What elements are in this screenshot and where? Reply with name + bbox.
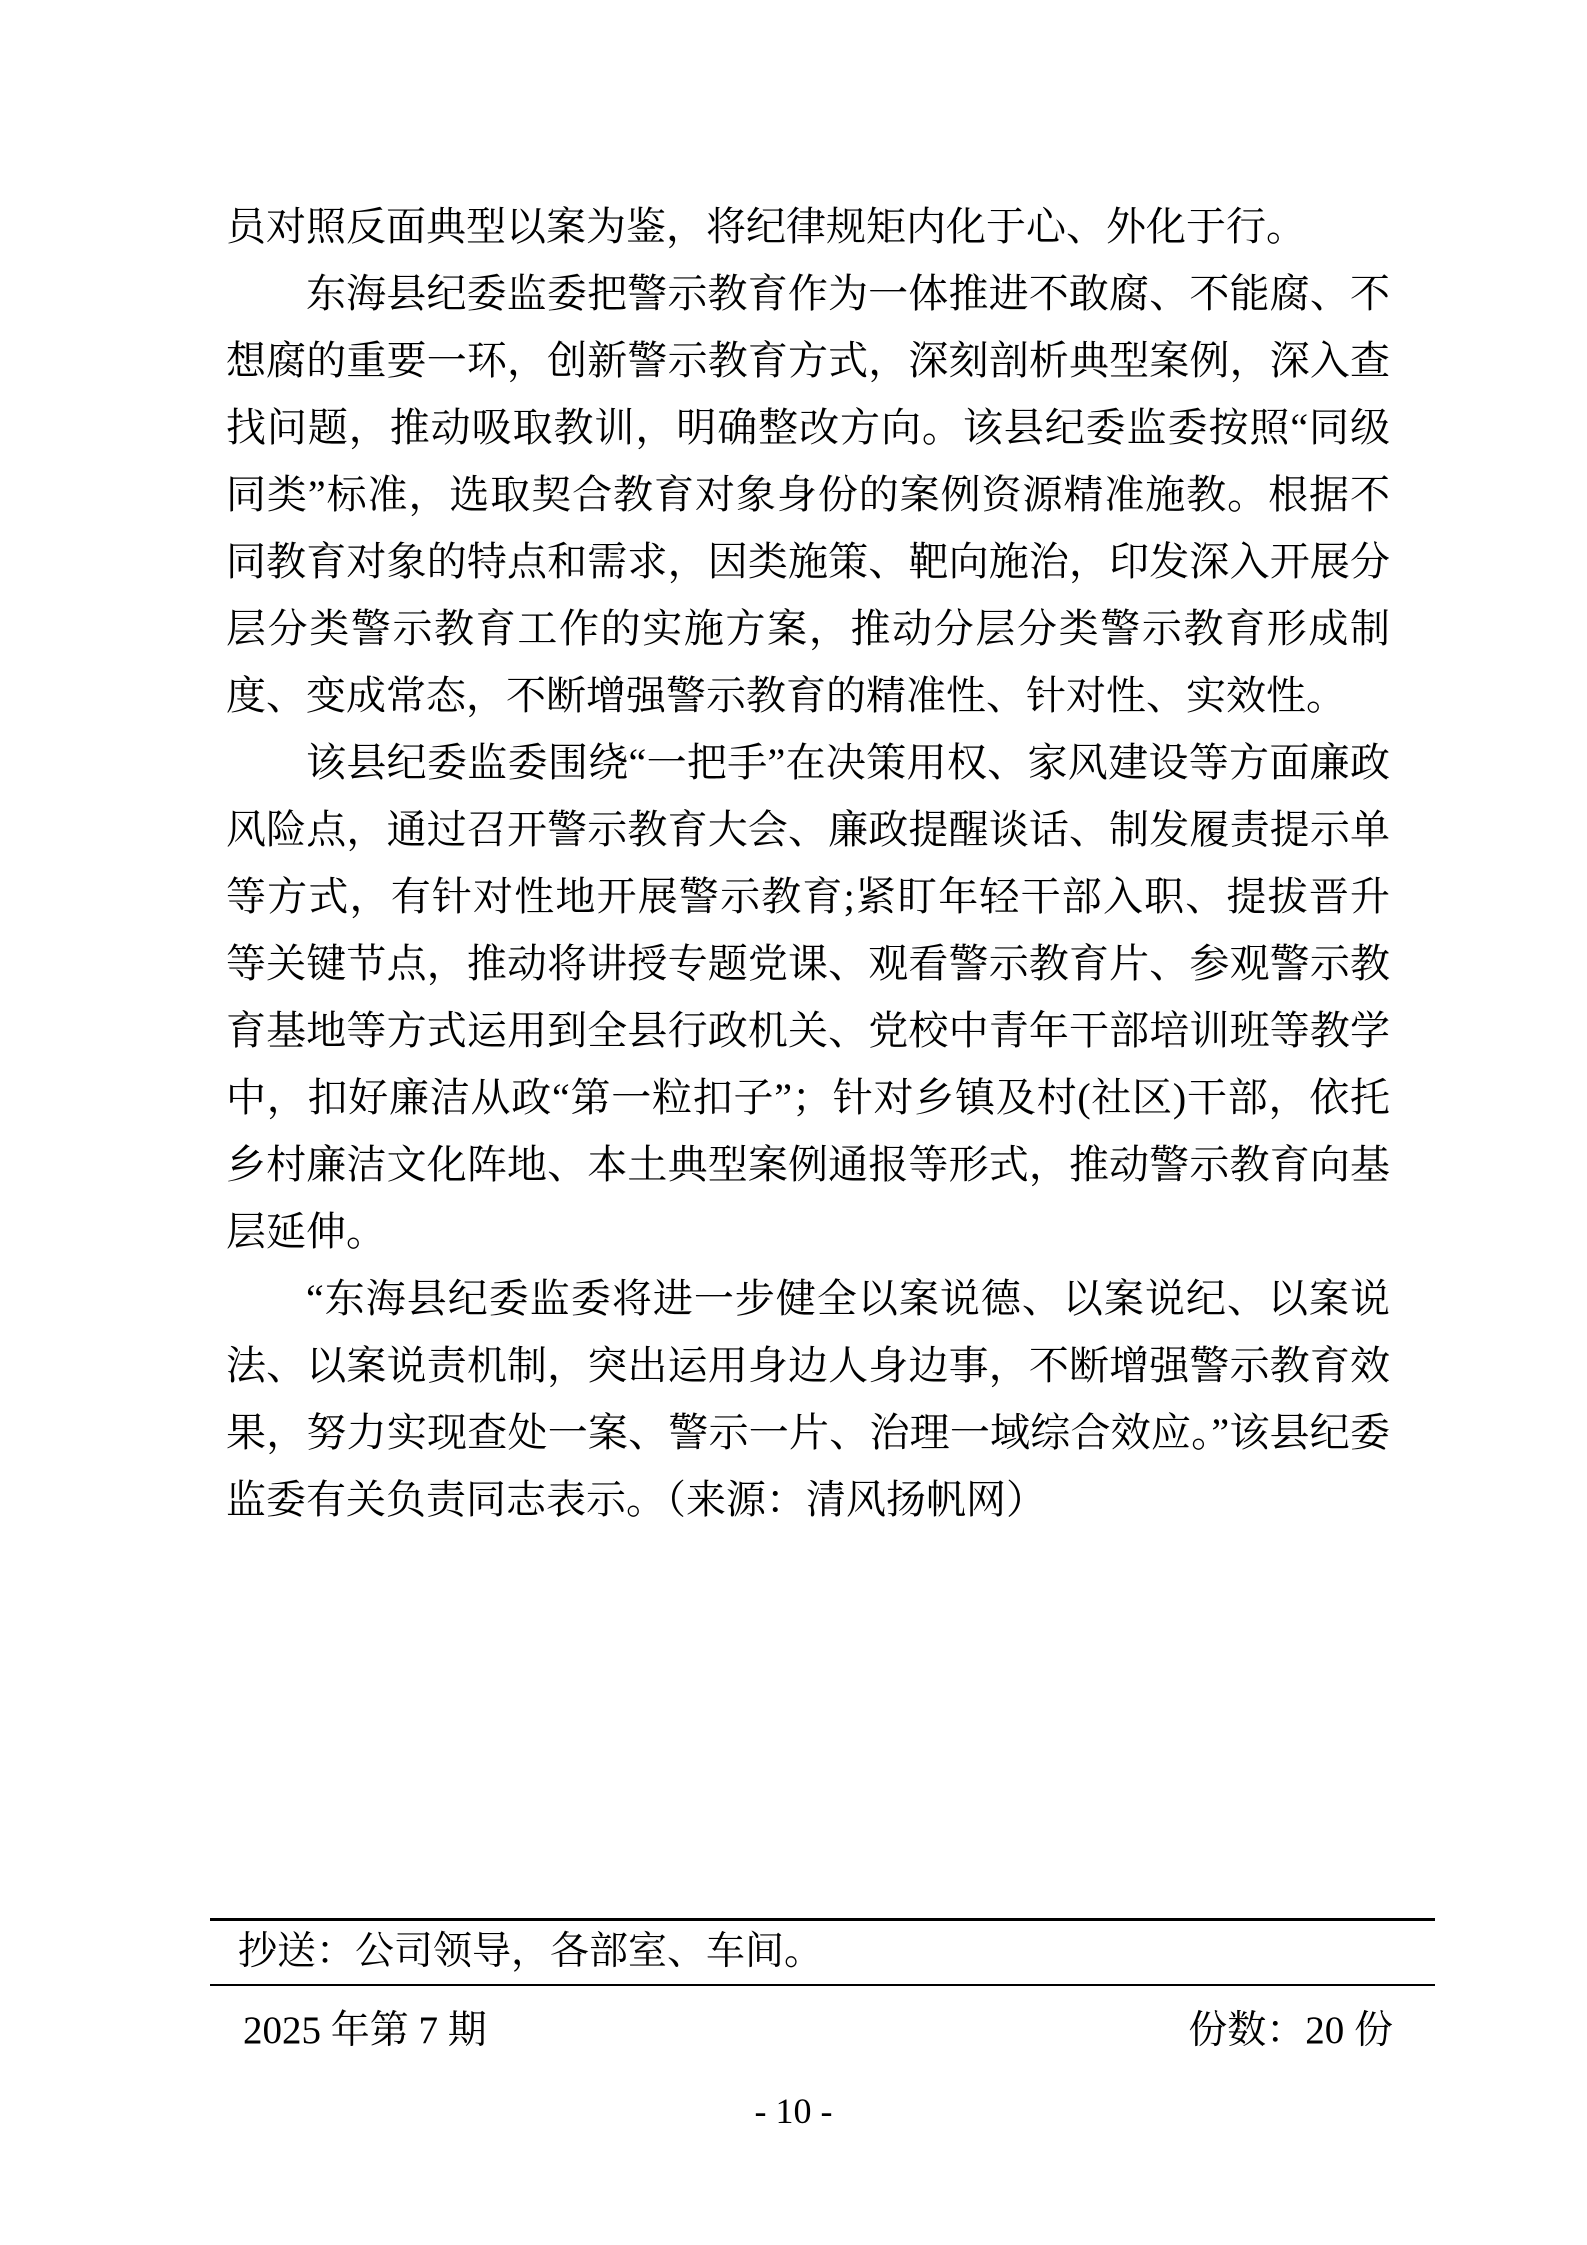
body-paragraph: 员对照反面典型以案为鉴，将纪律规矩内化于心、外化于行。 (226, 204, 1306, 249)
issue-label: 2025 年第 7 期 (243, 2009, 487, 2052)
body-paragraph: 该县纪委监委围绕“一把手”在决策用权、家风建设等方面廉政风险点，通过召开警示教育大会、廉政提醒谈话、制发履责提示单等方式，有针对性地开展警示教育;紧盯年轻干部入职、提拔晋升等关键节点，推动将讲授专题党课、观看警示教育片、参观警示教育基地等方式运用到全县行政机关、党校中青年干部培训班等教学中，扣好廉洁从政“第一粒扣子”；针对乡镇及村(社区)干部，依托乡村廉洁文化阵地、本土典型案例通报等形式，推动警示教育向基层延伸。 (226, 740, 1390, 1254)
body-paragraph: 东海县纪委监委把警示教育作为一体推进不敢腐、不能腐、不想腐的重要一环，创新警示教育方式，深刻剖析典型案例，深入查找问题，推动吸取教训，明确整改方向。该县纪委监委按照“同级同类”标准，选取契合教育对象身份的案例资源精准施教。根据不同教育对象的特点和需求，因类施策、靶向施治，印发深入开展分层分类警示教育工作的实施方案，推动分层分类警示教育形成制度、变成常态，不断增强警示教育的精准性、针对性、实效性。 (226, 271, 1390, 718)
copies-label: 份数：20 份 (1188, 2009, 1393, 2052)
page-number: - 10 - (754, 2091, 833, 2131)
footer-bottom-rule (210, 1984, 1435, 1986)
cc-line: 抄送：公司领导，各部室、车间。 (238, 1930, 824, 1973)
body-text-block (226, 193, 1390, 1533)
footer-top-rule (210, 1918, 1435, 1921)
body-paragraph: “东海县纪委监委将进一步健全以案说德、以案说纪、以案说法、以案说责机制，突出运用身边人身边事，不断增强警示教育效果，努力实现查处一案、警示一片、治理一域综合效应。”该县纪委监委有关负责同志表示。（来源：清风扬帆网） (226, 1276, 1390, 1522)
